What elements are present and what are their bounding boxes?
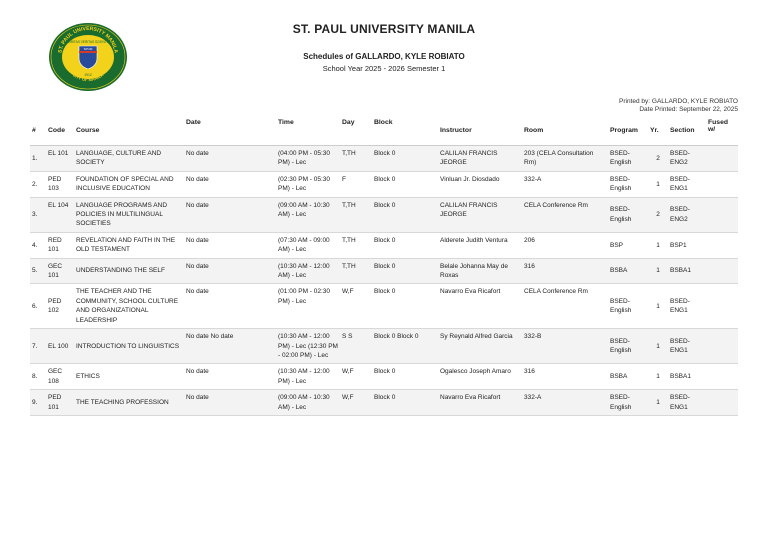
course-title: ETHICS: [74, 364, 184, 390]
year-level: 1: [648, 329, 668, 364]
schedule-time: (02:30 PM - 05:30 PM) - Lec: [276, 171, 340, 197]
year-level: 1: [648, 390, 668, 416]
fused-with: [706, 284, 738, 329]
room-name: CELA Conference Rm: [522, 284, 608, 329]
program-name: BSED-English: [608, 146, 648, 172]
course-title: THE TEACHING PROFESSION: [74, 390, 184, 416]
instructor-name: Navarro Eva Ricafort: [438, 390, 522, 416]
instructor-name: Belale Johanna May de Roxas: [438, 258, 522, 284]
col-num-header: #: [30, 116, 46, 146]
course-title: UNDERSTANDING THE SELF: [74, 258, 184, 284]
row-number: 4.: [30, 232, 46, 258]
room-name: 316: [522, 364, 608, 390]
schedule-date: No date No date: [184, 329, 276, 364]
section-name: BSBA1: [668, 364, 706, 390]
schedule-day: T,TH: [340, 197, 372, 232]
schedule-time: (04:00 PM - 05:30 PM) - Lec: [276, 146, 340, 172]
fused-with: [706, 258, 738, 284]
room-name: 316: [522, 258, 608, 284]
schedule-date: No date: [184, 258, 276, 284]
schedule-day: T,TH: [340, 258, 372, 284]
svg-text:1912: 1912: [84, 73, 92, 77]
year-level: 1: [648, 284, 668, 329]
year-level: 1: [648, 364, 668, 390]
program-name: BSP: [608, 232, 648, 258]
program-name: BSED-English: [608, 171, 648, 197]
schedule-block: Block 0: [372, 390, 438, 416]
row-number: 3.: [30, 197, 46, 232]
course-code: GEC 101: [46, 258, 74, 284]
instructor-name: Sy Reynald Alfred Garcia: [438, 329, 522, 364]
table-row: [30, 232, 738, 258]
course-title: REVELATION AND FAITH IN THE OLD TESTAMENT: [74, 232, 184, 258]
course-code: EL 101: [46, 146, 74, 172]
date-printed: Date Printed: September 22, 2025: [639, 106, 738, 113]
col-section-header: Section: [668, 116, 706, 146]
program-name: BSED-English: [608, 197, 648, 232]
course-code: GEC 108: [46, 364, 74, 390]
col-room-header: Room: [522, 116, 608, 146]
fused-with: [706, 171, 738, 197]
schedule-date: No date: [184, 232, 276, 258]
svg-text:ST. PAUL UNIVERSITY MANILA: ST. PAUL UNIVERSITY MANILA: [57, 25, 119, 54]
svg-text:CARITAS VERITAS SCIENTIA: CARITAS VERITAS SCIENTIA: [66, 40, 110, 44]
table-row: [30, 197, 738, 232]
schedule-time: (09:00 AM - 10:30 AM) - Lec: [276, 197, 340, 232]
schedule-time: (10:30 AM - 12:00 PM) - Lec: [276, 364, 340, 390]
table-row: [30, 364, 738, 390]
section-name: BSED-ENG2: [668, 197, 706, 232]
col-yr-header: Yr.: [648, 116, 668, 146]
instructor-name: CALILAN FRANCIS JEORGE: [438, 197, 522, 232]
col-time-header: Time: [276, 116, 340, 146]
section-name: BSBA1: [668, 258, 706, 284]
year-level: 1: [648, 258, 668, 284]
year-level: 2: [648, 146, 668, 172]
schedule-time: (10:30 AM - 12:00 AM) - Lec: [276, 258, 340, 284]
instructor-name: Navarro Eva Ricafort: [438, 284, 522, 329]
fused-with: [706, 364, 738, 390]
table-row: [30, 258, 738, 284]
schedule-day: W,F: [340, 390, 372, 416]
instructor-name: CALILAN FRANCIS JEORGE: [438, 146, 522, 172]
room-name: 332-A: [522, 171, 608, 197]
col-block-header: Block: [372, 116, 438, 146]
course-title: FOUNDATION OF SPECIAL AND INCLUSIVE EDUCATION: [74, 171, 184, 197]
table-row: [30, 146, 738, 172]
schedule-table: [30, 116, 738, 416]
schedule-day: F: [340, 171, 372, 197]
schedule-date: No date: [184, 284, 276, 329]
schedule-time: (07:30 AM - 09:00 AM) - Lec: [276, 232, 340, 258]
section-name: BSED-ENG2: [668, 146, 706, 172]
svg-text:SPUM: SPUM: [83, 47, 93, 51]
table-row: [30, 284, 738, 329]
schedule-day: S S: [340, 329, 372, 364]
schedule-date: No date: [184, 197, 276, 232]
row-number: 9.: [30, 390, 46, 416]
schedule-owner: Schedules of GALLARDO, KYLE ROBIATO: [303, 52, 465, 61]
instructor-name: Alderete Judith Ventura: [438, 232, 522, 258]
table-row: [30, 171, 738, 197]
schedule-date: No date: [184, 390, 276, 416]
schedule-day: W,F: [340, 364, 372, 390]
section-name: BSED-ENG1: [668, 329, 706, 364]
fused-with: [706, 329, 738, 364]
room-name: CELA Conference Rm: [522, 197, 608, 232]
schedule-block: Block 0: [372, 232, 438, 258]
section-name: BSED-ENG1: [668, 390, 706, 416]
schedule-day: W,F: [340, 284, 372, 329]
schedule-block: Block 0: [372, 258, 438, 284]
row-number: 5.: [30, 258, 46, 284]
schedule-date: No date: [184, 364, 276, 390]
schedule-block: Block 0: [372, 171, 438, 197]
room-name: 206: [522, 232, 608, 258]
col-date-header: Date: [184, 116, 276, 146]
row-number: 1.: [30, 146, 46, 172]
fused-with: [706, 146, 738, 172]
course-code: PED 101: [46, 390, 74, 416]
schedule-block: Block 0: [372, 364, 438, 390]
program-name: BSBA: [608, 364, 648, 390]
table-row: [30, 390, 738, 416]
print-info: [619, 98, 738, 114]
course-code: EL 100: [46, 329, 74, 364]
fused-with: [706, 390, 738, 416]
instructor-name: Ogalesco Joseph Amaro: [438, 364, 522, 390]
schedule-day: T,TH: [340, 232, 372, 258]
schedule-time: (10:30 AM - 12:00 PM) - Lec (12:30 PM - 02:00 PM) - Lec: [276, 329, 340, 364]
room-name: 332-A: [522, 390, 608, 416]
schedule-date: No date: [184, 146, 276, 172]
program-name: BSED-English: [608, 284, 648, 329]
course-code: RED 101: [46, 232, 74, 258]
course-code: PED 103: [46, 171, 74, 197]
schedule-block: Block 0: [372, 284, 438, 329]
col-instructor-header: Instructor: [438, 116, 522, 146]
col-fused-header: Fused w/: [706, 116, 738, 146]
schedule-block: Block 0: [372, 146, 438, 172]
svg-text:CITY OF MANILA: CITY OF MANILA: [71, 72, 105, 83]
table-header-row: [30, 116, 738, 146]
school-term: School Year 2025 - 2026 Semester 1: [322, 64, 446, 73]
schedule-block: Block 0 Block 0: [372, 329, 438, 364]
schedule-time: (01:00 PM - 02:30 PM) - Lec: [276, 284, 340, 329]
section-name: BSP1: [668, 232, 706, 258]
schedule-time: (09:00 AM - 10:30 AM) - Lec: [276, 390, 340, 416]
section-name: BSED-ENG1: [668, 171, 706, 197]
schedule-date: No date: [184, 171, 276, 197]
fused-with: [706, 197, 738, 232]
year-level: 1: [648, 232, 668, 258]
col-day-header: Day: [340, 116, 372, 146]
program-name: BSED-English: [608, 329, 648, 364]
course-title: LANGUAGE, CULTURE AND SOCIETY: [74, 146, 184, 172]
schedule-block: Block 0: [372, 197, 438, 232]
row-number: 8.: [30, 364, 46, 390]
row-number: 7.: [30, 329, 46, 364]
room-name: 203 (CELA Consultation Rm): [522, 146, 608, 172]
col-program-header: Program: [608, 116, 648, 146]
table-row: [30, 329, 738, 364]
course-title: LANGUAGE PROGRAMS AND POLICIES IN MULTILINGUAL SOCIETIES: [74, 197, 184, 232]
schedule-day: T,TH: [340, 146, 372, 172]
instructor-name: Vinluan Jr. Diosdado: [438, 171, 522, 197]
course-code: EL 104: [46, 197, 74, 232]
program-name: BSED-English: [608, 390, 648, 416]
course-title: INTRODUCTION TO LINGUISTICS: [74, 329, 184, 364]
row-number: 2.: [30, 171, 46, 197]
program-name: BSBA: [608, 258, 648, 284]
section-name: BSED-ENG1: [668, 284, 706, 329]
course-code: PED 102: [46, 284, 74, 329]
course-title: THE TEACHER AND THE COMMUNITY, SCHOOL CULTURE AND ORGANIZATIONAL LEADERSHIP: [74, 284, 184, 329]
printed-by: Printed by: GALLARDO, KYLE ROBIATO: [619, 98, 738, 105]
col-course-header: Course: [74, 116, 184, 146]
year-level: 2: [648, 197, 668, 232]
room-name: 332-B: [522, 329, 608, 364]
row-number: 6.: [30, 284, 46, 329]
document-header: [0, 22, 768, 73]
university-title: ST. PAUL UNIVERSITY MANILA: [292, 22, 476, 36]
year-level: 1: [648, 171, 668, 197]
fused-with: [706, 232, 738, 258]
col-code-header: Code: [46, 116, 74, 146]
